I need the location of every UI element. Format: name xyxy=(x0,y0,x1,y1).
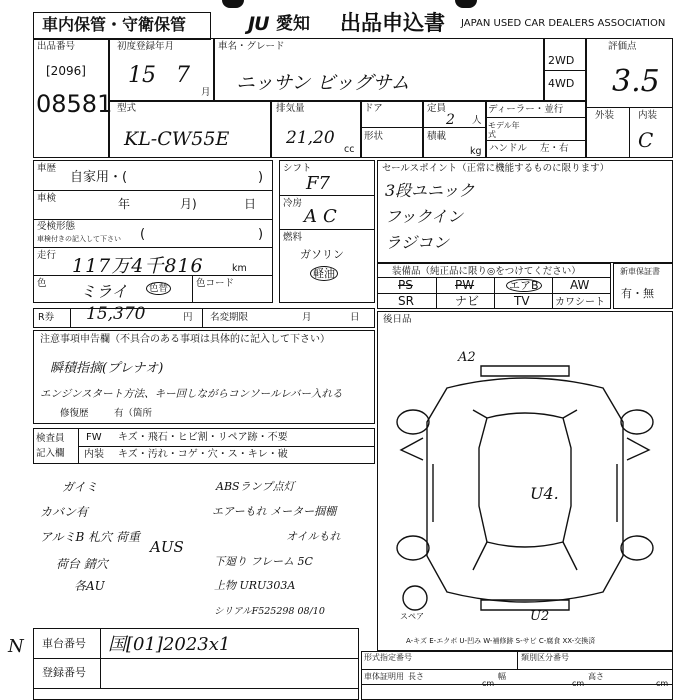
divider xyxy=(436,277,437,309)
aircon-value: AC xyxy=(304,206,343,227)
inspector-label-2: 記入欄 xyxy=(36,448,65,459)
inspector-note-4: 荷台 錆穴 xyxy=(56,557,108,571)
fuel-label: 燃料 xyxy=(283,232,303,243)
inspector-mark: AUS xyxy=(150,538,184,556)
equipment-aw: AW xyxy=(570,278,590,292)
inspection-month-unit: 月) xyxy=(180,197,197,211)
divider xyxy=(270,100,272,158)
vehicle-name-value: ニッサン ビッグサム xyxy=(236,72,410,94)
notes-line-1: 瞬積指摘(プレナオ) xyxy=(50,361,164,376)
acceptance-close: ) xyxy=(258,227,264,242)
capacity-value: 2 xyxy=(446,112,455,128)
shape-label: 形状 xyxy=(364,131,384,142)
divider xyxy=(33,688,359,689)
inspector-note-1: ガイミ xyxy=(62,480,98,494)
spare-label: スペア xyxy=(400,612,424,621)
inspector-row1-items: キズ・飛石・ヒビ割・リペア跡・不要 xyxy=(118,432,288,443)
repair-history-value: 有（箇所 xyxy=(114,408,153,419)
deadline-day: 日 xyxy=(350,312,360,323)
length-label: 長さ xyxy=(408,672,424,681)
category-number-label: 類別区分番号 xyxy=(521,653,569,662)
displacement-label: 排気量 xyxy=(276,103,305,114)
deadline-month: 月 xyxy=(302,312,312,323)
inspector-note-11: シリアルF525298 08/10 xyxy=(214,606,325,617)
load-unit: kg xyxy=(470,146,482,157)
history-label: 車歴 xyxy=(37,163,57,174)
form-title: 出品申込書 xyxy=(340,11,445,35)
divider xyxy=(33,658,359,659)
divider xyxy=(108,100,585,102)
inspector-note-3: アルミB 札穴 荷重 xyxy=(40,530,140,544)
exterior-label: 外装 xyxy=(595,110,615,121)
storage-label: 車内保管・守衛保管 xyxy=(42,15,187,34)
selling-point-3: ラジコン xyxy=(385,233,450,252)
divider xyxy=(192,275,193,303)
top-dot-right xyxy=(455,0,477,8)
registration-month-unit: 月 xyxy=(201,87,211,98)
registration-label: 初度登録年月 xyxy=(117,41,175,52)
recycle-label: R券 xyxy=(38,312,55,323)
divider xyxy=(629,107,630,158)
inspector-note-10: 上物 URU303A xyxy=(214,579,296,592)
divider xyxy=(552,277,553,309)
divider xyxy=(33,247,273,248)
divider xyxy=(360,127,485,128)
divider xyxy=(485,140,585,141)
divider xyxy=(422,100,424,158)
inspector-row1-head: FW xyxy=(86,432,102,443)
inspection-year-unit: 年 xyxy=(118,197,131,211)
lot-sub-number: [2096] xyxy=(46,64,86,78)
selling-point-2: フックイン xyxy=(385,207,464,226)
handle-value: 左・右 xyxy=(540,143,569,154)
model-value: KL-CW55E xyxy=(124,128,230,150)
vehicle-name-label: 車名・グレード xyxy=(218,41,285,52)
handle-label: ハンドル xyxy=(489,143,528,154)
divider xyxy=(202,308,203,328)
divider xyxy=(33,219,273,220)
displacement-value: 21,20 xyxy=(286,128,335,148)
grade-value: 3.5 xyxy=(612,64,660,99)
inspector-row2-head: 内装 xyxy=(84,449,104,460)
grade-label: 評価点 xyxy=(608,41,637,52)
dealer-label: ディーラー・並行 xyxy=(488,104,564,115)
equipment-sr: SR xyxy=(398,294,414,308)
divider xyxy=(361,684,673,685)
acceptance-sub: 車検付きの記入して下さい xyxy=(37,235,121,243)
mileage-unit: km xyxy=(232,263,247,274)
length-unit: cm xyxy=(482,679,495,688)
color-change-label: 色替 xyxy=(146,282,171,295)
capacity-label: 定員 xyxy=(427,103,447,114)
logo-text: 愛知 xyxy=(276,14,310,34)
divider xyxy=(279,229,375,230)
ju-logo: JU xyxy=(248,13,269,35)
chassis-note: 車体証明用 xyxy=(364,672,404,681)
notes-line-2: エンジンスタート方法、キー回しながらコンソールレバー入れる xyxy=(40,388,343,400)
displacement-unit: cc xyxy=(344,144,355,155)
fuel-diesel: 軽油 xyxy=(310,266,338,281)
warranty-label: 新車保証書 xyxy=(620,267,660,276)
inspector-note-8: オイルもれ xyxy=(286,530,341,543)
equipment-pw: PW xyxy=(455,278,475,292)
divider xyxy=(485,117,585,118)
inspector-note-6: ABSランプ点灯 xyxy=(216,480,295,493)
recycle-value: 15,370 xyxy=(86,304,146,324)
shift-label: シフト xyxy=(283,163,312,174)
load-label: 積載 xyxy=(427,131,447,142)
fuel-gasoline: ガソリン xyxy=(300,248,344,261)
width-label: 幅 xyxy=(498,672,506,681)
inspection-label: 車検 xyxy=(37,193,57,204)
divider xyxy=(485,100,487,158)
inspector-note-5: 各AU xyxy=(74,579,105,593)
interior-value: C xyxy=(638,128,654,152)
equipment-tv: TV xyxy=(514,294,530,308)
divider xyxy=(279,195,375,196)
model-year-label: モデル年式 xyxy=(488,121,520,139)
divider xyxy=(361,669,673,670)
diagram-top-mark: A2 xyxy=(458,350,476,365)
divider xyxy=(70,308,71,328)
equipment-ps: PS xyxy=(398,278,413,292)
equipment-airbag: エアB xyxy=(506,279,542,292)
history-value: 自家用・( xyxy=(70,170,128,185)
inspector-note-7: エアーもれ メーター掴棚 xyxy=(212,505,337,518)
divider xyxy=(360,100,362,158)
inspection-day-unit: 日 xyxy=(244,197,257,211)
selling-points-label: セールスポイント（正常に機能するものに限ります） xyxy=(382,163,610,174)
color-code-label: 色コード xyxy=(196,278,235,289)
registration-month: 7 xyxy=(176,63,190,88)
mileage-value: 117万4千816 xyxy=(72,255,204,277)
car-diagram xyxy=(377,330,673,650)
divider xyxy=(33,190,273,191)
door-label: ドア xyxy=(364,103,383,114)
selling-point-1: 3段ユニック xyxy=(385,181,475,200)
inspector-row2-items: キズ・汚れ・コゲ・穴・ス・キレ・破 xyxy=(118,449,288,460)
association-name: JAPAN USED CAR DEALERS ASSOCIATION xyxy=(461,18,666,29)
recycle-block xyxy=(33,308,375,328)
plate-label: 登録番号 xyxy=(42,666,86,679)
diagram-center-mark: U4. xyxy=(530,484,559,503)
chassis-value: 国[01]2023x1 xyxy=(108,634,231,655)
interior-label: 内装 xyxy=(638,110,658,121)
notes-label: 注意事項申告欄（不具合のある事項は具体的に記入して下さい） xyxy=(40,334,330,345)
divider xyxy=(78,446,375,447)
inspector-note-9: 下廻り フレーム 5C xyxy=(214,555,313,568)
equipment-label: 装備品（純正品に限り◎をつけてください） xyxy=(392,266,581,277)
top-dot-left xyxy=(222,0,244,8)
mileage-label: 走行 xyxy=(37,250,57,261)
inspector-note-2: カバン有 xyxy=(40,505,89,519)
lot-label: 出品番号 xyxy=(37,41,76,52)
divider xyxy=(585,38,587,158)
margin-mark: N xyxy=(8,636,24,657)
divider xyxy=(543,70,585,71)
diagram-bottom-mark: U2 xyxy=(530,609,550,624)
chassis-label: 車台番号 xyxy=(42,637,86,650)
divider xyxy=(517,651,518,669)
history-close: ) xyxy=(258,170,264,185)
equipment-leather: カワシート xyxy=(555,297,605,308)
registration-year: 15 xyxy=(128,63,156,88)
divider xyxy=(213,38,215,100)
color-label: 色 xyxy=(37,278,47,289)
drive-4wd: 4WD xyxy=(548,77,575,90)
damage-legend: A-キズ E-エクボ U-凹み W-補修跡 S-サビ C-腐食 XX-交換済 xyxy=(406,637,596,645)
inspector-label-1: 検査員 xyxy=(36,433,65,444)
equipment-navi: ナビ xyxy=(455,294,480,308)
warranty-value: 有・無 xyxy=(621,287,654,300)
shift-value: F7 xyxy=(306,173,330,194)
divider xyxy=(543,38,545,100)
acceptance-open: ( xyxy=(140,227,146,242)
width-unit: cm xyxy=(572,679,585,688)
lot-number: 08581 xyxy=(36,90,113,118)
acceptance-label: 受検形態 xyxy=(37,221,76,232)
repair-history-label: 修復歴 xyxy=(60,408,89,419)
divider xyxy=(494,277,495,309)
deadline-label: 名変期限 xyxy=(210,312,249,323)
capacity-unit: 人 xyxy=(472,115,482,126)
model-label: 型式 xyxy=(117,103,137,114)
aircon-label: 冷房 xyxy=(283,198,303,209)
form-number-label: 形式指定番号 xyxy=(364,653,412,662)
color-value: ミライ xyxy=(80,282,128,301)
height-label: 高さ xyxy=(588,672,604,681)
recycle-unit: 円 xyxy=(183,312,193,323)
drive-2wd: 2WD xyxy=(548,54,575,67)
height-unit: cm xyxy=(656,679,669,688)
rear-seat-label: 後日品 xyxy=(383,314,412,325)
